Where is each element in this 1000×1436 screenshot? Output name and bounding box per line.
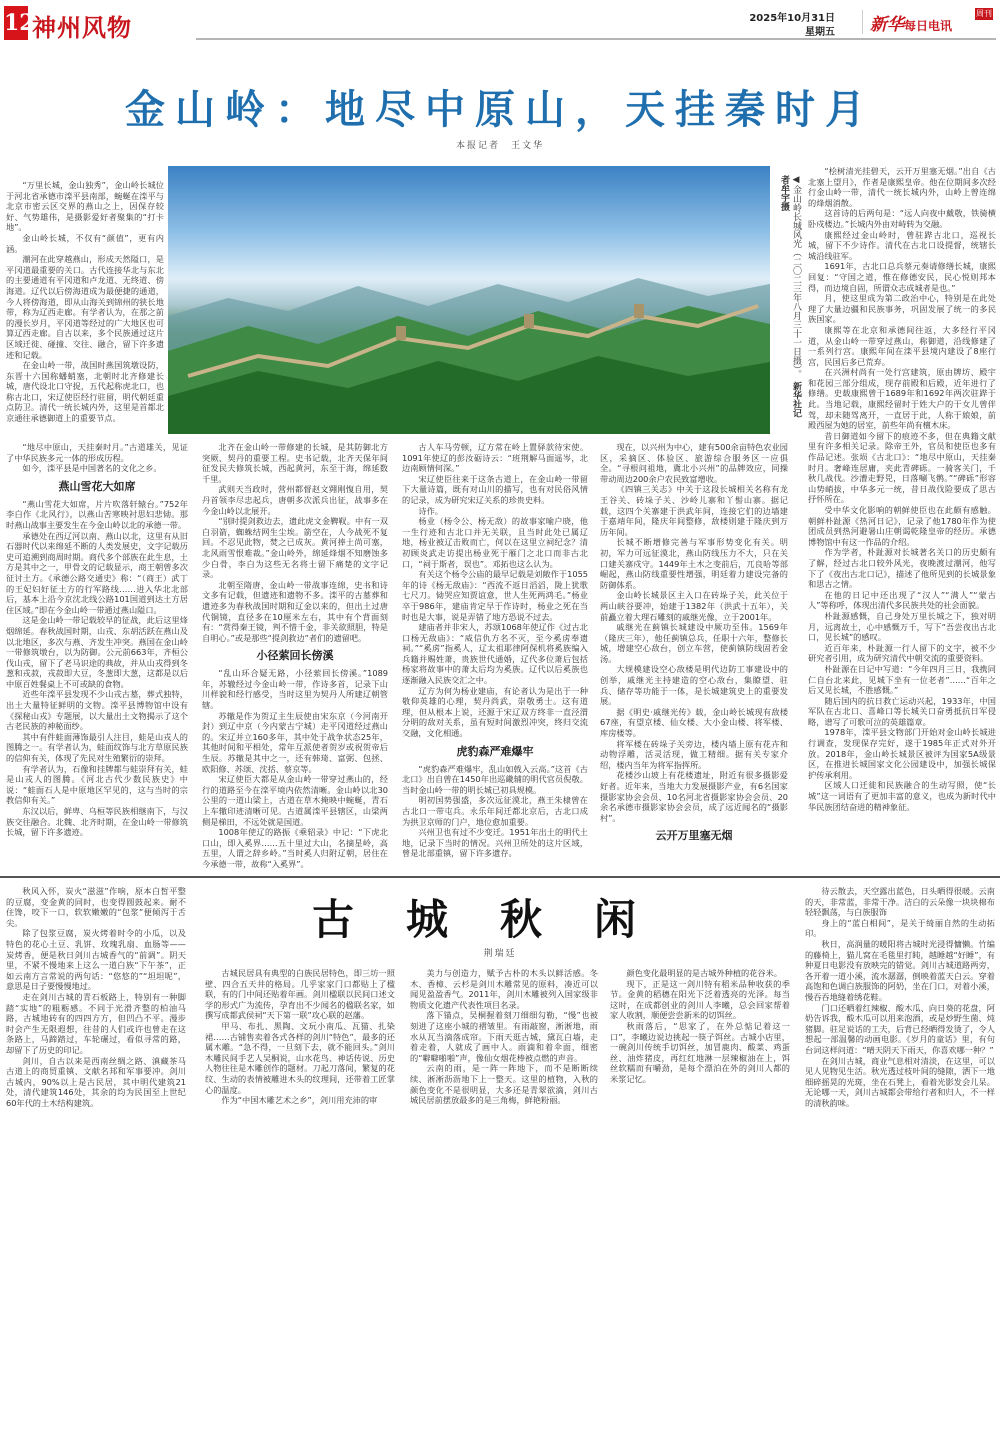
article-column (6, 442, 188, 838)
paragraph: 云南的雨，是一阵一阵地下，而不是断断续续、淅淅沥沥地下上一整天。这里的植物，入秋的颜色变化不是很明显，大多还是青翠欲滴，剑川古城民居前摆放最多的是三角梅，鲜艳粉丽。 (410, 1063, 598, 1106)
paragraph: “地尽中原山，天挂秦时月。”古道雄关，见证了中华民族多元一体的形成历程。 (6, 442, 188, 463)
subheading: 小径萦回长傍溪 (256, 649, 334, 663)
page-number: 12 (4, 6, 28, 40)
paragraph: 秋风入怀，炭火“滋滋”作响，原本白皙平整的豆腐，变金黄的同时，也变得圆鼓起来。耐不住馋，咬下一口，软软嫩嫩的“包浆”便倾泻于舌尖。 (6, 886, 186, 928)
section-title: 神州风物 (32, 13, 132, 42)
feature-column (610, 968, 790, 1085)
paragraph: 朴趾源在日记中写道：“今年四月三日，我携同仁自台北来此，见城下坐有一位老者”……“百年之后又见长城，不胜感慨。” (808, 663, 996, 696)
paragraph: 承德处在西辽河以南、燕山以北，这里有从旧石器时代以来绵延不断的人类发展史，文字记载历史可追溯到商周时期。商代多个部族在此生息，土方是其中之一，甲骨文的记载显示，商王朝曾多次征讨土方。《承德公路交通史》称：“（商王）武丁的王妃妇好征土方的行军路线……进入华北北部后，基本上沿今京沈北线公路101国道到达土方居住区域。”即在今金山岭一带通过燕山隘口。 (6, 530, 188, 615)
paragraph: 近些年滦平县发现不少山戎古墓，葬式独特，出土大量特征鲜明的文物。滦平县博物馆中设有《探秘山戎》专题展，以大量出土文物揭示了这个古老民族的神秘面纱。 (6, 689, 188, 732)
paragraph: 这是金山岭一带记载较早的征战，此后这里烽烟绵延。春秋战国时期，山戎、东胡活跃在燕山及以北地区，多次与燕、齐发生冲突。燕国在金山岭一带修筑墩台，以为防御。公元前663年，齐桓公伐山戎，留下了老马识途的典故，并从山戎得到冬葱和戎菽，戎菽即大豆，冬葱即大葱，这都是以后中原百姓餐桌上不可或缺的食物。 (6, 615, 188, 689)
paragraph: 待云散去，天空露出蓝色，日头晒得很暖。云南的天，非常蓝，非常干净。洁白的云朵像一块块棉布轻轻飘荡，与白族服饰 (805, 886, 995, 918)
paragraph: 建庙者并非宋人，苏颂1068年使辽作《过古北口杨无敌庙》：“威信仇方名不灭，至今奚虏奉遗祠。”“奚虏”指奚人，辽太祖耶律阿保机将奚族编入兵籍并赐姓萧，贵族世代通婚，辽代多位萧后包括杨家将故事中的萧太后均为奚族。辽代以后奚族也逐渐融入民族交汇之中。 (402, 622, 588, 686)
paragraph: 除了包浆豆腐，炭火烤着时令的小瓜，以及特色的花心土豆、乳饼、玫瑰乳扇、血肠等——炭烤香，便是秋日剑川古城香气的“前调”。阴天里，不紧不慢地来上这么一道白族“下午茶”，正如云南方言常说的两句话：“悠悠的”“坦坦呢”，意思是日子要慢慢地过。 (6, 928, 186, 992)
feature-author: 荆瑞廷 (483, 949, 517, 959)
paragraph: 作为学者，朴趾源对长城著名关口的历史颇有了解，经过古北口较外风光，夜晚渡过潮河，他写下了《夜出古北口记》，描述了他所见到的长城景象和思古之情。 (808, 547, 996, 590)
paragraph: 月，使这里成为第二政治中心，特别是在此处理了大量边疆和民族事务，巩固发展了统一的多民族国家。 (808, 293, 996, 325)
paragraph: 在金山岭一带，战国时燕国筑墩设防，东晋十六国称蟠蛸塞，北朝时北齐修建长城，唐代设北口守捉，五代起称虎北口，也称古北口，宋辽使臣经行驻留，明代朝廷重点防卫。清代一统长城内外，这里是首都北京通往承德御道上的重要节点。 (6, 360, 164, 424)
section-divider (0, 876, 1000, 878)
paragraph: 秋雨落后，“思家了，在外总惦记着这一口”，李曦边说边挑起一筷子饵丝。古城小店里，一碗剑川传统手切饵丝，加冒鹿肉、酸菜、鸡蛋丝、油炸猪皮，再红红地淋一层辣椒油在上，饵丝软糯而有嚼劲，是每个漂泊在外的剑川人都的米浆记忆。 (610, 1020, 790, 1084)
paragraph: 作为“中国木雕艺术之乡”，剑川用充沛的审 (221, 1095, 378, 1106)
paragraph: 美力与创造力，赋予古朴的木头以鲜活感。冬木、香樟、云杉是剑川木雕常见的原料，凑近可以闻见盈盈香气。2011年，剑川木雕被列入国家级非物质文化遗产代表性项目名录。 (410, 968, 598, 1010)
paragraph: 东汉以后，鲜卑、乌桓等民族相继南下，与汉族交往融合。北魏、北齐时期，在金山岭一带修筑长城，留下许多遗迹。 (6, 806, 188, 838)
paragraph: 区域人口迁徙和民族融合的生动写照，使“长城”这一词语有了更加丰富的意义，也成为新时代中华民族团结奋进的精神象征。 (808, 780, 996, 812)
article-column (600, 442, 788, 848)
paragraph: 诗作。 (418, 505, 443, 516)
paragraph: 长城不断增修完善与军事形势变化有关。明初，军力可远征漠北，燕山防线压力不大，只在关口建关寨戍守。1449年土木之变前后，兀良哈等部崛起，燕山防线重要性增强，明廷着力建设完备的防御体系。 (600, 537, 788, 590)
paragraph: 其中有件蛙面薄饰最引人注目，蛙是山戎人的图腾之一。有学者认为，蛙面纹饰与北方草原民族的信仰有关，体现了先民对生殖繁衍的崇拜。 (6, 731, 188, 764)
paragraph: 朴趾源感慨，自己身处万里长城之下，独对明月，远离故土，心中感慨万千，写下“吾尝夜出古北口，见长城”的感叹。 (808, 610, 996, 643)
paragraph: 秋日，高润量的暖阳将古城时光浸得慵懒。竹编的藤椅上，猫儿窝在毛毯里打盹，越睡越“好睡”，有种夏日电影没有放映完的错觉。剑川古城道路两旁，各开着一道小溪，流水潺潺，倒映着蓝天白云。穿着高饱和色调白族服饰的阿奶，坐在门口，对着小溪，慢吞吞地缝着绣花鞋。 (805, 938, 995, 1002)
feature-title: 古城秋闲 (311, 895, 688, 944)
subheading: 燕山雪花大如席 (58, 479, 136, 493)
issue-date (735, 12, 835, 40)
paragraph: 北朝至隋唐，金山岭一带战事连绵，史书和诗文多有记载，但遗迹和遗物不多。滦平的古墓葬和遗迹多为春秋战国时期和辽金以来的，但出土过唐代铜镜，直径多在10厘米左右，其中有个背面刻有：“赏得秦王镜，判不惜千金，非关欲照胆，特是自明心。”或是那些“提剑救边”者们的遗留吧。 (202, 579, 388, 643)
subheading: 虎豹森严难爆牢 (456, 744, 534, 758)
paragraph: 走在剑川古城的青石板路上，特别有一种脚踏“实地”的粗粝感。不同于光滑齐整的柏油马路，古城地砖有的四四方方，但凹凸不平。漫步时会产生无限遐想，往昔的人们或许也曾走在这条路上，马蹄踏过，车轮碾过，看似寻常的路，却留下了历史的印记。 (6, 991, 186, 1055)
paragraph: 康熙等在北京和承德间往返，大多经行平冈道，从金山岭一带穿过燕山，称御道，沿线修建了一系列行宫。康熙年间在滦平县境内建设了8座行宫，民国后多已荒弃。 (808, 324, 996, 367)
paragraph: 将军楼在砖垛子关旁边，楼内墙上原有花卉和动物浮雕，活灵活现，做工精细。据有关专家介绍，楼内当年为将军指挥所。 (600, 738, 788, 770)
paragraph: 1691年，古北口总兵蔡元奏请修缮长城，康熙回复：“守国之道，惟在修德安民，民心悦则邦本得，而边境自固，所谓众志成城者是也。” (808, 261, 996, 293)
paragraph: 北齐在金山岭一带修建的长城，是其防御北方突厥、契丹的重要工程。史书记载，北齐天保年间征发民夫修筑长城，西起黄河，东至于海，绵延数千里。 (202, 442, 388, 484)
photo-caption: ◀金山岭长城风光（二〇二三年八月三十一日摄）。 新华社记者牟宇摄 (779, 175, 801, 418)
header-rule (196, 38, 996, 40)
date-text: 2025年10月31日 (749, 13, 835, 24)
paragraph: 受中华文化影响的朝鲜使臣也在此颇有感触。朝鲜朴趾源《热河日记》，记录了他1780年作为使团成员到热河避暑山庄朝谒乾隆皇帝的经历。承德博物馆中有这一作品的介绍。 (808, 505, 996, 547)
paragraph: 金山岭长城景区主入口在砖垛子关，此关位于两山峡谷要冲，始建于1382年（洪武十五年），关前矗立着大理石雕刻的戚继光像，立于2001年。 (600, 590, 788, 622)
paragraph: 金山岭长城，不仅有“颜值”，更有内涵。 (6, 232, 164, 254)
paragraph: 有关这个杨令公庙的最早记载是刘敞作于1055年的诗《杨无敌庙》：“西流不返日滔滔，陇上犹歌七尺刀。恸哭应知贾谊意，世人生死两鸿毛。”杨业卒于986年，建庙肯定早于作诗时，杨业之死在当时也是大事，说是弄错了地方恐说不过去。 (402, 569, 588, 622)
paragraph: 花楼沙山坡上有花楼遗址，附近有很多摄影爱好者。近年来，当地大力发展摄影产业，有6名国家摄影家协会会员、10名河北省摄影家协会会员、20余名承德市摄影家协会会员，成了远近闻名的“摄影村”。 (600, 770, 788, 823)
paragraph: “别时提剑救边去，遗此虎文金鞞靫。中有一双白羽箭，蜘蛛结网生尘埃。箭空在，人今战死不复回。不忍见此物，焚之已成灰。黄河捧土尚可塞，北风雨雪恨难裁。”金山岭外，绵延烽烟不知磨蚀多少白骨，李白为这些无名将士留下痛楚的文字记录。 (202, 516, 388, 580)
paragraph: 武则天当政时，营州都督赵文翙刚愎自用，契丹首领李尽忠起兵，唐朝多次派兵出征，战事多在今金山岭以北展开。 (202, 484, 388, 516)
caption-text: 金山岭长城风光（二〇二三年八月三十一日摄）。 (791, 185, 801, 379)
paragraph: 1008年使辽的路振《乘轺录》中记：“下虎北口山，即入奚界……五十里过大山，名摘星岭，高五里，人谓之辞乡岭。”当时奚人归附辽朝，居住在今承德一带，故称“入奚界”。 (202, 827, 388, 869)
paragraph: 颜色变化最明显的是古城外种植的花谷米。 (626, 968, 782, 978)
paragraph: “万里长城，金山独秀”，金山岭长城位于河北省承德市滦平县南部，蜿蜒在滦平与北京市密云区交界的燕山之上，因保存较好、气势雄伟，是摄影爱好者聚集的“打卡地”。 (6, 180, 164, 233)
paragraph: 身上的“蓝白相间”，是关于绮丽自然的生动拓印。 (805, 917, 995, 939)
supplement-seal: 周刊 (976, 9, 992, 18)
paragraph: 杨业（杨令公、杨无敌）的故事家喻户晓，他一生行迹和古北口并无关联，且当时此处已属辽地，杨业被辽击败而亡，何以在这里立祠纪念？清初顾炎武走访提出杨业死于雁门之北口而非古北口，“祠于斯者，误也”。邓拓也这么认为。 (402, 516, 588, 569)
great-wall-photo (168, 166, 770, 434)
paragraph: “桧树清光挂碧天，云开万里塞无烟。”出自《古北塞上望月》，作者是康熙皇帝。他在位期间多次经行金山岭一带，清代一统长城内外，山岭上曾连绵的烽烟消散。 (808, 166, 996, 208)
page-header (0, 0, 1000, 42)
feature-column (6, 886, 186, 1108)
brand-name: 新华 (870, 15, 904, 35)
article-column (202, 442, 388, 870)
paragraph: “乱山环合疑无路，小径萦回长傍溪。”1089年，苏辙经过今金山岭一带，作诗多首，记录下山川样貌和经行感受，当时这里为契丹人所建辽朝管辖。 (202, 668, 388, 711)
paragraph: 在他的日记中还出现了“汉人”“满人”“蒙古人”等称呼，体现出清代多民族共处的社会面貌。 (808, 589, 996, 611)
paragraph: 在兴洲村尚有一处行宫建筑，原由牌坊、殿宇和花园三部分组成，现存前殿和后殿，近年进行了修缮。史载康熙曾于1689年和1692年两次驻跸于此。当地记载，康熙经留时于姓大户的干女儿曾伴驾，却未随驾离开，一直居于此，人称于娘娘，前殿西屋为她的居室，前些年尚有檀木床。 (808, 367, 996, 431)
paragraph: 现下，正是这一剑川特有稻米品种收获的季节。金黄的稻穗在阳光下泛着透亮的光泽。每当这时，在成都创业的剑川人李曦，总会回家帮着家人收割，顺便尝尝新米的切饵丝。 (610, 978, 790, 1021)
paragraph: “虎豹森严难爆牢，乱山如戟入云高。”这首《古北口》出自曾在1450年出巡畿辅的明代官员倪敬。当时金山岭一带的明长城已初具规模。 (402, 763, 588, 795)
header-separator (862, 10, 863, 34)
paragraph: 戚继光在蓟镇长城建设中厥功至伟。1569年（隆庆三年），他任蓟镇总兵，任职十六年，整修长城，增建空心敌台，创立车营，使蓟镇防线固若金汤。 (600, 622, 788, 664)
paragraph: 宋辽使臣往来于这条古道上，在金山岭一带留下大量诗篇，既有对山川的描写，也有对民俗风情的记录，成为研究宋辽关系的珍贵史料。 (402, 473, 588, 505)
paragraph: 现在，以兴州为中心，建有500余亩特色农业园区，采摘区、体验区、旅游综合服务区一应俱全。“寻根问祖地，冀北小兴州”的品牌效应，同操带动周边200余户农民致富增收。 (600, 442, 788, 484)
article-column (402, 442, 588, 859)
subheading: 云开万里塞无烟 (655, 829, 733, 843)
paragraph: “燕山雪花大如席，片片吹落轩辕台。”752年李白作《北风行》，以燕山苦寒映衬思妇悲恸。那时燕山战事主要发生在今金山岭以北的承德一带。 (6, 498, 188, 530)
paragraph: 古人车马劳顿，辽方常在岭上置驿款待宋使。1091年使辽的彭汝砺诗云：“班荆解马面遥岑，北边南顾情何深。” (402, 442, 588, 474)
weekday-text: 星期五 (805, 27, 835, 38)
mountain-landscape-image (168, 166, 770, 434)
paragraph: 苏辙是作为贺辽主生辰使由宋东京（今河南开封）到辽中京（今内蒙古宁城）走平冈道经过燕山的。宋辽并立160多年，其中处于战争状态25年，其他时间和平相处，常年互派使者贺岁或祝贺帝后生辰。苏辙是其中之一，还有韩琦、富弼、包拯、欧阳修、苏颂、沈括、蔡京等。 (202, 710, 388, 774)
article-title: 金山岭：地尽中原山，天挂秦时月 (125, 87, 875, 133)
paragraph: 潮河在此穿越燕山，形成天然隘口，是平冈道最重要的关口。古代连接华北与东北的主要通道有平冈道和卢龙道、无终道、傍海道。辽代以后傍海道成为最便捷的通道，今人将傍海道，即从山海关到锦州的狭长地带，称为辽西走廊。有学者认为，在那之前的漫长岁月，平冈道等经过的广大地区也可算辽西走廊。自古以来，多个民族通过这片区域迁徙、碰撞、交往、融合，留下许多遗迹和记载。 (6, 254, 164, 360)
paragraph: 门口还晒着红辣椒、酸木瓜、向日葵的花盘，阿奶告诉我，酸木瓜可以用来泡酒，或是炒野生菌、炖猪脚。驻足说话的工夫，后背已经晒得发烫了，令人想起一部温馨的动画电影。《岁月的童话》里，有句台词这样问道：“晴天阴天下雨天，你喜欢哪一种？” (805, 1002, 995, 1055)
article-byline: 本报记者 王文华 (455, 141, 544, 151)
feature-column (805, 886, 995, 1108)
feature-column (410, 968, 598, 1106)
paragraph: 在剑川古城，商业气息相对清淡，在这里，可以见人见物见生活。秋光透过枝叶间的缝隙，洒下一地细碎摇晃的光斑，坐在石凳上，看着光影发会儿呆。无论哪一天，剑川古城都会带给行者和归人，不一样的清秋韵味。 (805, 1055, 995, 1108)
paragraph: 《四镇三关志》中关于这段长城相关名称有龙王谷关、砖垛子关、沙岭儿寨和丫髻山寨。据记载，这四个关寨建于洪武年间，连接它们的边墙建于嘉靖年间，隆庆年间整修，敌楼则建于隆庆到万历年间。 (600, 484, 788, 537)
paragraph: 辽方为何为杨业建庙，有论者认为是出于一种敬仰英雄的心理，契丹尚武，崇敬勇士。这有道理，但从根本上说，还源于宋辽双方终非一直泾渭分明的敌对关系，虽有短时间激烈冲突，终归交流交融，文化相通。 (402, 685, 588, 739)
photo-credit: 新华社记者牟宇摄 (779, 175, 801, 418)
paragraph: 随后国内的抗日救亡运动兴起，1933年，中国军队在古北口、喜峰口等长城关口奋勇抵抗日军侵略，谱写了可歌可泣的英雄篇章。 (808, 695, 996, 727)
paragraph: 康熙经过金山岭时，曾驻跸古北口，巡视长城，留下不少诗作。清代在古北口设提督，统辖长城沿线驻军。 (808, 229, 996, 261)
newspaper-logo (870, 10, 952, 35)
paragraph: 宋辽使臣大都是从金山岭一带穿过燕山的，经行的道路至今在滦平境内依然清晰。金山岭以北30公里的一道山梁上，古道在草木掩映中蜿蜒，青石上车辙印迹清晰可见。古道属滦平县辖区，山梁两侧是梯田，不远处就是国道。 (202, 774, 388, 827)
feature-column (205, 968, 395, 1106)
paragraph: 1978年，滦平县文物部门开始对金山岭长城进行调查，发现保存完好，遂于1985年正式对外开放。2018年，金山岭长城景区被评为国家5A级景区，在推进长城国家文化公园建设中，加强长城保护传承利用。 (808, 727, 996, 780)
paragraph: 明初国势强盛，多次远征漠北，燕王朱棣曾在古北口一带屯兵。永乐年间迁都北京后，古北口成为拱卫京师的门户，地位愈加重要。 (402, 795, 588, 827)
paragraph: 有学者认为，石像和挂牌都与蛙崇拜有关，蛙是山戎人的图腾。《河北古代少数民族史》中说：“蛙面石人是中原地区罕见的，这与当时的宗教信仰有关。” (6, 763, 188, 806)
paragraph: 兴州卫也有过不少变迁。1951年出土的明代土地，记录下当时的情况。兴州卫所处的这片区域，曾是北部重镇，留下许多遗存。 (402, 827, 588, 859)
paragraph: 大规模建设空心敌楼是明代边防工事建设中的创举，戚继光主持建造的空心敌台，集瞭望、驻兵、储存等功能于一体，是长城建筑史上的重要发展。 (600, 664, 788, 707)
paragraph: 近百年来，朴趾源一行人留下的文字，被不少研究者引用，成为研究清代中朝交流的重要资料。 (808, 642, 996, 664)
paragraph: 落下锚点，吴桐握着刻刀细细勾勒，“慢”也被刻进了这座小城的褶皱里。有雨敲窗，淅淅地，雨水从瓦当滴落成帘。下雨天逛古城，黛瓦白墙，走着走着，人就成了画中人。雨滴和着伞面，细密的“噼噼啪啪”声，像仙女烟花棒被点燃的声音。 (410, 1010, 598, 1063)
paragraph: 古城民居具有典型的白族民居特色，即三坊一照壁、四合五天井的格局。几乎家家门口都贴上了楹联，有的门中间还贴着年画。剑川楹联以民间口述文学的形式广为流传，孕育出不少闻名的楹联名家，如撰写成都武侯祠“天下第一联”攻心联的赵藩。 (205, 968, 395, 1021)
paragraph: 这首诗的后两句是：“远人向夜中戴敬，铁骑横卧戍楼边。”长城内外由对峙转为交融。 (808, 208, 996, 229)
paragraph: 剑川，自古以来是西南丝绸之路、滇藏茶马古道上的商贸重镇、文献名邦和军事要冲。剑川古城内，90%以上是古民居，其中明代建筑21处，清代建筑146处，其余的均为民国至上世纪60年代的土木结构建筑。 (6, 1055, 186, 1108)
paragraph: 据《明史·戚继光传》载，金山岭长城现有敌楼67座，有望京楼、仙女楼、大小金山楼、将军楼、库房楼等。 (600, 706, 788, 739)
paragraph: 昔日御道如今留下的痕迹不多，但在典籍文献里有许多相关记录。除帝王外，官员和使臣也多有作品记述。张埙《古北口》：“地尽中原山，天挂秦时月。奢峰连居庸，夹此青碑砾。一骑客关门，千秋几战伐。沙漕走野兕，日落唰飞鹘。”“碑砾”形容山势峭拔，中华多元一统，昔日战伐险要成了思古抒怀所在。 (808, 430, 996, 505)
brand-sub: 每日电讯 (904, 19, 953, 33)
paragraph: 甲马、布扎、黑陶、文玩小南瓜、瓦猫、扎染裙……古铺售卖着各式各样的剑川“特色”，最多的还属木雕。“急不得，一旦刻下去，就不能回头。”剑川木雕民间手艺人吴桐说，山水花鸟、神话传说、历史人物往往是木雕创作的题材。刀起刀落间，繁复的花纹、生动的表情被雕进木头的纹理间，还带着工匠掌心的温度。 (205, 1020, 395, 1095)
paragraph: 如今，滦平县是中国著名的文化之乡。 (22, 463, 162, 474)
article-column (6, 180, 164, 424)
article-column (808, 166, 996, 812)
